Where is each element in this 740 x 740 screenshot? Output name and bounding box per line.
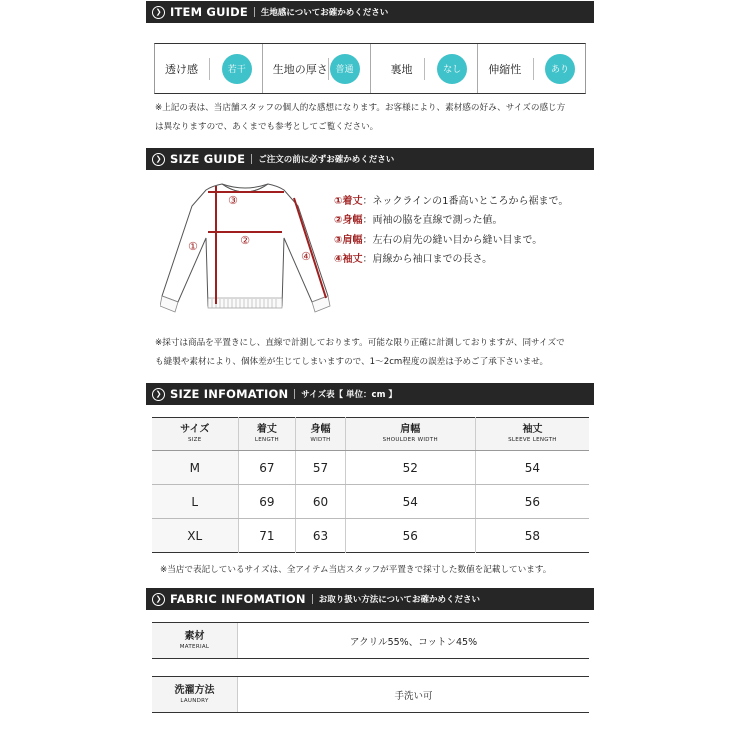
fabric-info-title: FABRIC INFOMATION: [170, 592, 306, 606]
table-header-row: [152, 418, 589, 451]
table-cell: 54: [475, 451, 589, 485]
guide-label: 生地の厚さ: [272, 62, 328, 76]
column-header: サイズ SIZE: [152, 418, 238, 451]
fabric-value: アクリル55%、コットン45%: [349, 636, 478, 648]
guide-value-badge: なし: [437, 54, 467, 84]
note-line: ※採寸は商品を平置きにし、直線で計測しております。可能な限り正確に計測しておりますが、同サイズで: [155, 338, 565, 348]
size-info-subtitle: サイズ表【 単位：cm 】: [301, 390, 397, 400]
size-guide-note: [155, 334, 595, 372]
size-guide-subtitle: ご注文の前に必ずお確かめください: [258, 155, 395, 165]
table-cell: 56: [345, 519, 475, 553]
sleeve-measure-line: [294, 198, 326, 298]
fabric-key: 洗濯方法 LAUNDRY: [152, 677, 238, 712]
size-info-title: SIZE INFOMATION: [170, 387, 289, 401]
guide-cell-sheer: [155, 44, 263, 93]
divider: [209, 58, 210, 80]
item-guide-header: [146, 1, 594, 23]
table-row: [152, 519, 589, 553]
list-item: ①着丈：ネックラインの1番高いところから裾まで。: [334, 196, 569, 207]
chevron-right-icon: ❯: [152, 153, 165, 166]
table-row: [152, 451, 589, 485]
marker-4: ④: [301, 250, 311, 263]
table-cell: XL: [152, 519, 238, 553]
chevron-right-icon: ❯: [152, 593, 165, 606]
item-guide-subtitle: 生地感についてお確かめください: [260, 8, 389, 18]
table-cell: 52: [345, 451, 475, 485]
divider: [533, 58, 534, 80]
table-cell: 69: [238, 485, 296, 519]
table-cell: 63: [296, 519, 345, 553]
fabric-row-material: [152, 622, 589, 659]
note-line: も縫製や素材により、個体差が生じてしまいますので、1〜2cm程度の誤差は予めご了承下さいませ。: [155, 357, 549, 367]
table-cell: 54: [345, 485, 475, 519]
table-cell: 56: [475, 485, 589, 519]
column-header: 肩幅 SHOULDER WIDTH: [345, 418, 475, 451]
guide-value-badge: あり: [545, 54, 575, 84]
marker-3: ③: [228, 194, 238, 207]
table-cell: L: [152, 485, 238, 519]
ribbed-hem: [208, 298, 282, 308]
divider: [312, 594, 313, 604]
guide-cell-lining: [371, 44, 479, 93]
chevron-right-icon: ❯: [152, 388, 165, 401]
table-row: [152, 485, 589, 519]
item-guide-title: ITEM GUIDE: [170, 5, 248, 19]
table-cell: 67: [238, 451, 296, 485]
guide-label: 裏地: [390, 62, 413, 76]
size-table: [152, 417, 589, 553]
divider: [254, 7, 255, 17]
guide-label: 伸縮性: [488, 62, 522, 76]
marker-1: ①: [188, 240, 198, 253]
marker-2: ②: [240, 234, 250, 247]
guide-label: 透け感: [165, 62, 198, 76]
divider: [251, 154, 252, 164]
sweater-diagram: [160, 178, 340, 326]
divider: [328, 58, 329, 80]
guide-cell-stretch: [478, 44, 585, 93]
size-info-header: [146, 383, 594, 405]
table-cell: M: [152, 451, 238, 485]
list-item: ③肩幅：左右の肩先の縫い目から縫い目まで。: [334, 234, 543, 246]
list-item: ④袖丈：肩線から袖口までの長さ。: [334, 253, 493, 265]
fabric-key: 素材 MATERIAL: [152, 623, 238, 658]
size-guide-header: [146, 148, 594, 170]
item-guide-table: [154, 43, 586, 94]
divider: [294, 389, 295, 399]
fabric-info-subtitle: お取り扱い方法についてお確かめください: [318, 595, 481, 605]
column-header: 袖丈 SLEEVE LENGTH: [475, 418, 589, 451]
column-header: 身幅 WIDTH: [296, 418, 345, 451]
table-cell: 71: [238, 519, 296, 553]
divider: [424, 58, 425, 80]
fabric-row-laundry: [152, 676, 589, 713]
note-line: ※上記の表は、当店舗スタッフの個人的な感想になります。お客様により、素材感の好み、サイズの感じ方: [155, 103, 566, 113]
guide-value-badge: 普通: [330, 54, 360, 84]
note-line: は異なりますので、あくまでも参考としてご覧ください。: [155, 122, 379, 132]
table-cell: 57: [296, 451, 345, 485]
guide-value-badge: 若干: [222, 54, 252, 84]
item-guide-note: [155, 99, 595, 137]
guide-cell-thickness: [263, 44, 371, 93]
chevron-right-icon: ❯: [152, 6, 165, 19]
table-cell: 60: [296, 485, 345, 519]
size-guide-list: [334, 192, 568, 269]
table-cell: 58: [475, 519, 589, 553]
size-guide-title: SIZE GUIDE: [170, 152, 246, 166]
fabric-info-header: [146, 588, 594, 610]
column-header: 着丈 LENGTH: [238, 418, 296, 451]
list-item: ②身幅：両袖の脇を直線で測った値。: [334, 215, 503, 227]
size-info-note: ※当店で表記しているサイズは、全アイテム当店スタッフが平置きで採寸した数値を記載しています。: [160, 565, 552, 575]
fabric-value: 手洗い可: [394, 690, 433, 702]
